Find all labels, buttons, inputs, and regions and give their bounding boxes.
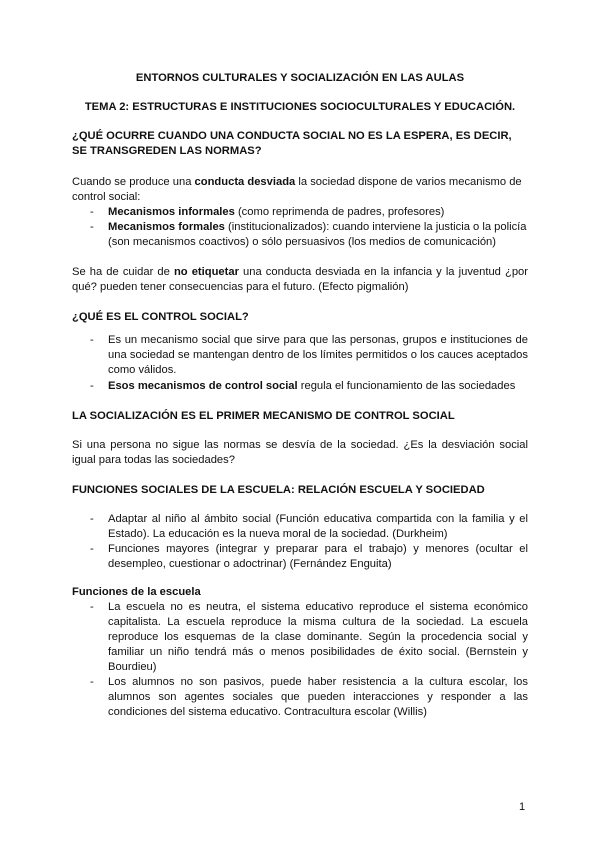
text-run: regula el funcionamiento de las sociedades (297, 380, 516, 392)
list-item-text (108, 205, 528, 220)
bold-term: conducta desviada (194, 176, 296, 188)
bold-term: Mecanismos informales (108, 206, 235, 218)
bold-term: Esos mecanismos de control social (108, 380, 298, 392)
list-item-text: Adaptar al niño al ámbito social (Función educativa compartida con la familia y el Estado). La educación es la nueva moral de la sociedad. (Durkheim) (108, 513, 528, 540)
document-subtitle: TEMA 2: ESTRUCTURAS E INSTITUCIONES SOCIOCULTURALES Y EDUCACIÓN. (84, 101, 516, 113)
list-item-text (108, 379, 528, 394)
bullet-dash: - (90, 380, 94, 392)
section-heading-school-functions: FUNCIONES SOCIALES DE LA ESCUELA: RELACIÓN ESCUELA Y SOCIEDAD (72, 484, 485, 496)
text-run: (como reprimenda de padres, profesores) (234, 206, 445, 218)
bullet-dash: - (90, 601, 94, 613)
list-item-text (108, 220, 528, 250)
section-heading-social-control: ¿QUÉ ES EL CONTROL SOCIAL? (72, 311, 249, 323)
bold-term: Mecanismos formales (108, 221, 225, 233)
bold-term: no etiquetar (173, 266, 239, 278)
list-item-text: La escuela no es neutra, el sistema educativo reproduce el sistema económico capitalista. La escuela reproduce la misma cultura de la sociedad. La escuela reproduce los esquemas de la clase dominante. Según la procedencia social y familiar un niño tendrá más o menos posibilidades de éxito social. (Bernstein y Bourdieu) (108, 601, 528, 673)
subheading-school-functions: Funciones de la escuela (72, 586, 201, 598)
text-run: Se ha de cuidar de (72, 266, 174, 278)
bullet-dash: - (90, 676, 94, 688)
list-item-text: Los alumnos no son pasivos, puede haber resistencia a la cultura escolar, los alumnos son agentes sociales que pueden interacciones y responder a las condiciones del sistema educativo. Contracultura escolar (Willis) (108, 676, 528, 718)
document-title: ENTORNOS CULTURALES Y SOCIALIZACIÓN EN LAS AULAS (135, 72, 465, 84)
bullet-dash: - (90, 334, 94, 346)
paragraph-deviation: Si una persona no sigue las normas se desvía de la sociedad. ¿Es la desviación social igual para todas las sociedades? (72, 439, 528, 466)
bullet-dash: - (90, 543, 94, 555)
paragraph-deviant-conduct (72, 175, 528, 205)
page-number: 1 (519, 801, 526, 813)
text-run: (institucionalizados): cuando interviene la justicia o la policía (son mecanismos coactivos) o sólo persuasivos (los medios de comunicación) (108, 221, 527, 248)
text-run: la sociedad dispone de varios mecanismo de control social: (72, 176, 522, 203)
bullet-dash: - (90, 206, 94, 218)
section-heading-socialization: LA SOCIALIZACIÓN ES EL PRIMER MECANISMO DE CONTROL SOCIAL (72, 410, 455, 422)
text-run: Cuando se produce una (72, 176, 195, 188)
bullet-dash: - (90, 513, 94, 525)
bullet-dash: - (90, 221, 94, 233)
list-item-text: Es un mecanismo social que sirve para que las personas, grupos e instituciones de una sociedad se mantengan dentro de los límites permitidos o los cauces aceptados como válidos. (108, 334, 528, 376)
paragraph-labeling (72, 265, 528, 295)
list-item-text: Funciones mayores (integrar y preparar para el trabajo) y menores (ocultar el desempleo, cuestionar o adoctrinar) (Fernández Enguita) (108, 543, 528, 570)
section-heading-norms: ¿QUÉ OCURRE CUANDO UNA CONDUCTA SOCIAL NO ES LA ESPERA, ES DECIR, SE TRANSGREDEN LAS NORMAS? (72, 130, 512, 157)
text-run: una conducta desviada en la infancia y la juventud ¿por qué? pueden tener consecuencias para el futuro. (Efecto pigmalión) (72, 266, 528, 293)
